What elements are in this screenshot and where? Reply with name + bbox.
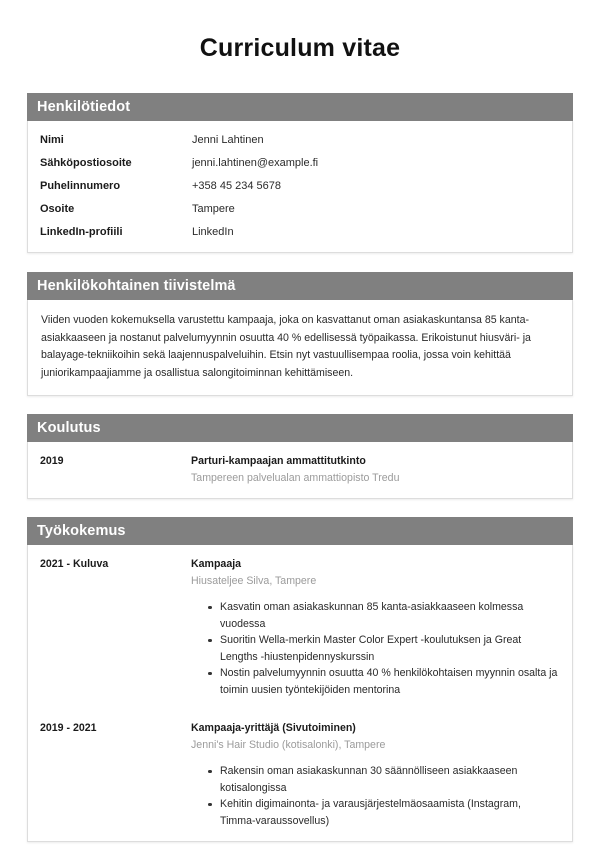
section-header-personal-info: Henkilötiedot [27,93,573,121]
page-title: Curriculum vitae [199,34,401,62]
info-label-name: Nimi [40,134,64,146]
info-value-phone: +358 45 234 5678 [192,180,282,192]
list-item: Suoritin Wella-merkin Master Color Expert -koulutuksen ja Great Lengths -hiustenpidennyskurssin [208,632,560,665]
experience-entry-main [191,721,560,829]
section-body-personal-info [27,121,573,253]
list-item: Kasvatin oman asiakaskunnan 85 kanta-asiakkaaseen kolmessa vuodessa [208,599,560,632]
education-entry-institution: Tampereen palvelualan ammattiopisto Tredu [191,472,400,484]
spacer-personal-to-summary [0,253,600,272]
section-experience [27,517,573,842]
info-value-linkedin[interactable]: LinkedIn [192,226,234,238]
experience-entry [40,557,560,698]
education-entry-title: Parturi-kampaajan ammattitutkinto [191,455,366,467]
experience-entry-bullets [191,763,560,829]
spacer-summary-to-education [0,396,600,414]
list-item: Rakensin oman asiakaskunnan 30 säännölliseen asiakkaaseen kotisalongissa [208,763,556,796]
education-entry [40,454,560,486]
info-label-address: Osoite [40,203,75,215]
section-education [27,414,573,499]
section-personal-info [27,93,573,253]
section-header-experience: Työkokemus [27,517,573,545]
experience-entry [40,721,560,829]
info-row [40,180,560,203]
experience-entry-main [191,557,560,698]
section-body-experience [27,545,573,842]
experience-entry-title: Kampaaja [191,558,242,570]
info-value-email: jenni.lahtinen@example.fi [192,157,319,169]
info-row [40,134,560,157]
experience-entry-employer: Jenni's Hair Studio (kotisalonki), Tampere [191,739,386,751]
education-entry-main [191,454,560,486]
info-row [40,203,560,226]
info-value-address: Tampere [192,203,235,215]
experience-entry-employer: Hiusateljee Silva, Tampere [191,575,317,587]
section-header-summary: Henkilökohtainen tiivistelmä [27,272,573,300]
experience-entry-title: Kampaaja-yrittäjä (Sivutoiminen) [191,722,356,734]
experience-entry-date: 2019 - 2021 [40,722,97,734]
education-entry-date: 2019 [40,455,64,467]
info-label-email: Sähköpostiosoite [40,157,132,169]
list-item: Nostin palvelumyynnin osuutta 40 % henkilökohtaisen myynnin osalta ja toimin uusien työntekijöiden mentorina [208,665,560,698]
experience-entry-date: 2021 - Kuluva [40,558,109,570]
info-row [40,226,560,239]
experience-entry-bullets [191,599,560,698]
section-body-summary [27,300,573,396]
summary-paragraph: Viiden vuoden kokemuksella varustettu kampaaja, joka on kasvattanut oman asiakaskuntansa 85 kanta-asiakkaaseen ja nostanut palvelumyynnin osuutta 40 % edellisessä työpaikassa. Erikoistunut hiusväri- ja balayage-tekniikoihin sekä laajennuspalveluihin. Etsin nyt vastuullisempaa roolia, jossa voin kehittää juniorikampaajiamme ja osallistua salongitoiminnan kehittämiseen. [41,314,531,379]
info-label-phone: Puhelinnumero [40,180,121,192]
section-summary [27,272,573,396]
section-header-education: Koulutus [27,414,573,442]
section-body-education [27,442,573,499]
spacer-title-to-first-section [0,63,600,93]
spacer-education-to-experience [0,499,600,517]
info-row [40,157,560,180]
info-label-linkedin: LinkedIn-profiili [40,226,123,238]
list-item: Kehitin digimainonta- ja varausjärjestelmäosaamista (Instagram, Timma-varaussovellus) [208,796,556,829]
info-value-name: Jenni Lahtinen [192,134,264,146]
